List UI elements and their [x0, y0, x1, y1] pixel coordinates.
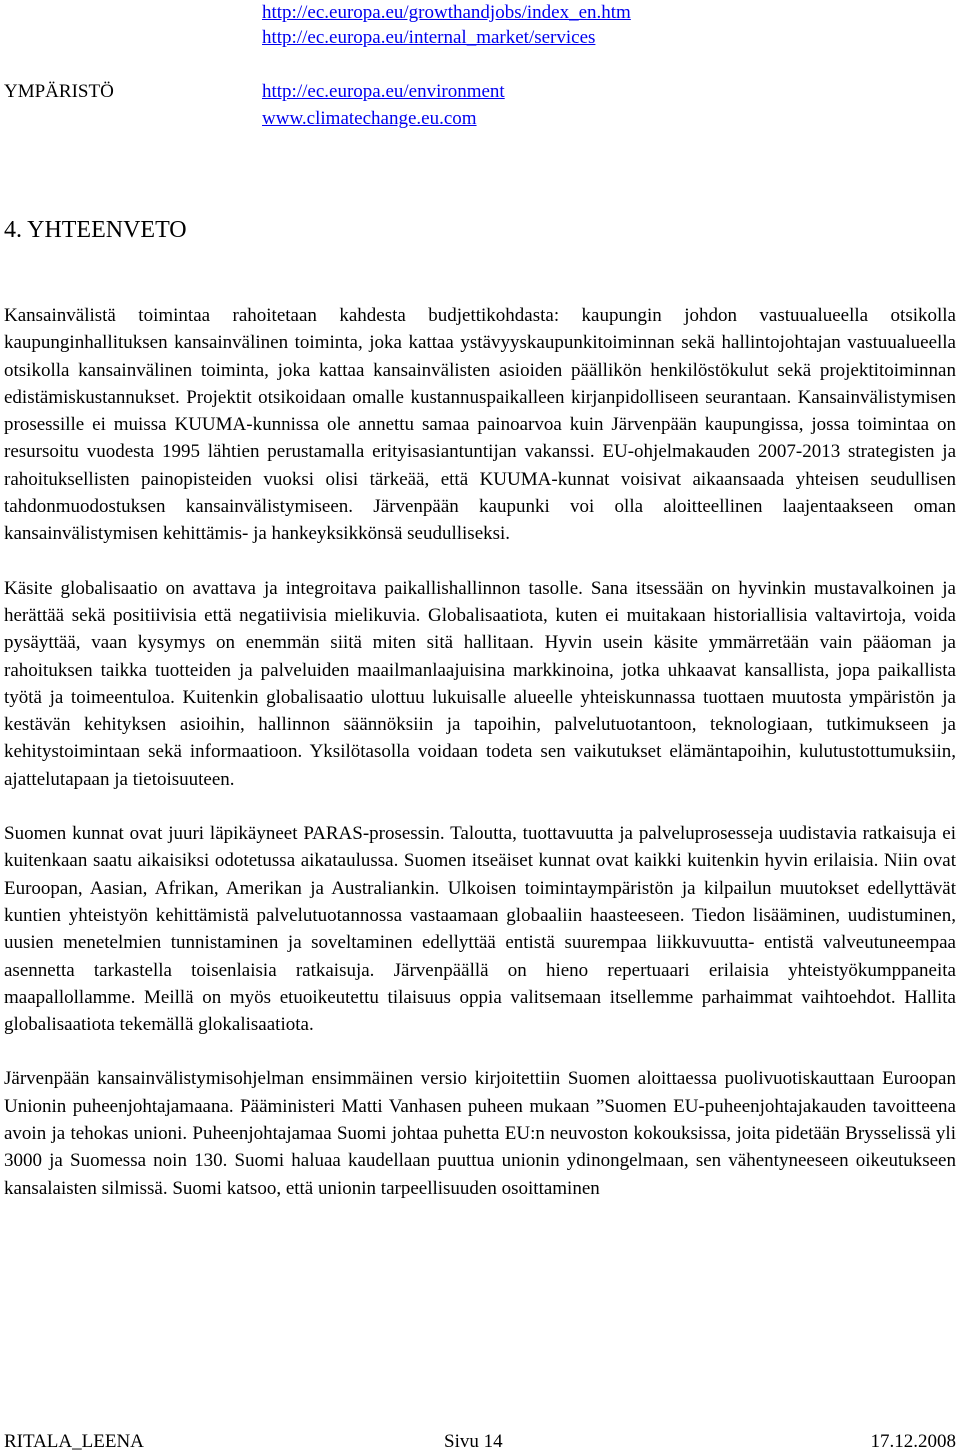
body-text — [4, 302, 956, 1229]
footer-page-number: Sivu 14 — [444, 1431, 503, 1452]
link-row-3 — [0, 79, 960, 105]
paragraph-eu-presidency: Järvenpään kansainvälistymisohjelman ensimmäinen versio kirjoitettiin Suomen aloittaessa puolivuotiskauttaan Euroopan Unionin puheenjohtajamaana. Pääministeri Matti Vanhasen puheen mukaan ”Suomen EU-puheenjohtajakauden tavoitteena avoin ja tehokas unioni. Puheenjohtajamaa Suomi johtaa puhetta EU:n neuvoston kokouksissa, joita pidetään Brysselissä yli 3000 ja Suomessa noin 130. Suomi haluaa kaudellaan puuttua unionin ydinongelmaan, sen vähentyneeseen oikeutukseen kansalaisten silmissä. Suomi katsoo, että unionin tarpeellisuuden osoittaminen — [4, 1068, 956, 1199]
link-growthandjobs[interactable]: http://ec.europa.eu/growthandjobs/index_en.htm — [262, 2, 631, 23]
footer-author: RITALA_LEENA — [4, 1431, 144, 1452]
link-row-4 — [0, 106, 960, 132]
section-heading: 4. YHTEENVETO — [4, 217, 187, 243]
footer-date: 17.12.2008 — [870, 1431, 956, 1452]
paragraph-funding: Kansainvälistä toimintaa rahoitetaan kahdesta budjettikohdasta: kaupungin johdon vastuualueella otsikolla kaupunginhallituksen kansainvälinen toiminta, joka kattaa ystävyyskaupunkitoiminnan sekä hallintojohtajan vastuualueella otsikolla kansainvälinen toiminta, joka kattaa kansainvälisten asioiden päällikön henkilöstökulut sekä projektitoiminnan edistämiskustannukset. Projektit otsikoidaan omalle kustannuspaikalleen kirjanpidolliseen seurantaan. Kansainvälistymisen prosessille ei muissa KUUMA-kunnissa ole annettu samaa painoarvoa kuin Järvenpään kaupungissa, jossa toimintaa on resursoitu vuodesta 1995 lähtien perustamalla erityisasiantuntijan vakanssi. EU-ohjelmakauden 2007-2013 strategisten ja rahoituksellisten painopisteiden vuoksi olisi tärkeää, että KUUMA-kunnat voisivat aikaansaada yhteisen seudullisen tahdonmuodostuksen kansainvälistymiseen. Järvenpään kaupunki voi olla aloitteellinen laajentaakseen oman kansainvälistymisen kehittämis- ja hankeyksikkönsä seudulliseksi. — [4, 305, 956, 545]
paragraph-paras-process: Suomen kunnat ovat juuri läpikäyneet PARAS-prosessin. Taloutta, tuottavuutta ja palveluprosesseja uudistavia ratkaisuja ei kuitenkaan saatu aikaisiksi odotetussa aikataulussa. Suomen itseäiset kunnat ovat kaikki kuitenkin hyvin erilaisia. Niin ovat Euroopan, Aasian, Afrikan, Amerikan ja Australiankin. Ulkoisen toimintaympäristön ja kilpailun muutokset edellyttävät kuntien yhteistyön kehittämistä palvelutuotannossa vastaamaan globaaliin haasteeseen. Tiedon lisääminen, uudistuminen, uusien menetelmien tunnistaminen ja soveltaminen edellyttää entistä suurempaa liikkuvuutta- entistä valveutuneempaa asennetta tarkastella toisenlaisia ratkaisuja. Järvenpäällä on hieno repertuaari erilaisia yhteistyökumppaneita maapallollamme. Meillä on myös etuoikeutettu tilaisuus oppia valitsemaan itsellemme parhaimmat vaihtoehdot. Hallita globalisaatiota tekemällä glokalisaatiota. — [4, 823, 956, 1036]
environment-label: YMPÄRISTÖ — [4, 81, 114, 102]
link-climatechange[interactable]: www.climatechange.eu.com — [262, 108, 477, 129]
link-row-1 — [0, 0, 960, 26]
link-environment[interactable]: http://ec.europa.eu/environment — [262, 81, 505, 102]
link-row-2 — [0, 25, 960, 51]
link-internal-market[interactable]: http://ec.europa.eu/internal_market/services — [262, 27, 596, 48]
page-footer — [4, 1428, 956, 1456]
paragraph-globalisation: Käsite globalisaatio on avattava ja integroitava paikallishallinnon tasolle. Sana itsessään on hyvinkin mustavalkoinen ja herättää sekä positiivisia että negatiivisia mielikuvia. Globalisaatiota, kuten ei muitakaan historiallisia valtavirtoja, voida pysäyttää, vaan kysymys on enemmän siitä miten sitä hallitaan. Hyvin usein käsite ymmärretään vain pääoman ja rahoituksen taikka tuotteiden ja palveluiden maailmanlaajuisina markkinoina, jotka uhkaavat kansallista, jopa paikallista työtä ja toimeentuloa. Kuitenkin globalisaatio ulottuu lukuisalle alueelle yhteiskunnassa tuottaen muutosta ympäristön ja kestävän kehityksen asioihin, hallinnon säännöksiin ja tapoihin, palvelutuotantoon, teknologiaan, tutkimukseen ja kehitystoimintaan sekä informaatioon. Yksilötasolla voidaan todeta sen vaikutukset elämäntapoihin, kulutustottumuksiin, ajattelutapaan ja tietoisuuteen. — [4, 577, 956, 790]
